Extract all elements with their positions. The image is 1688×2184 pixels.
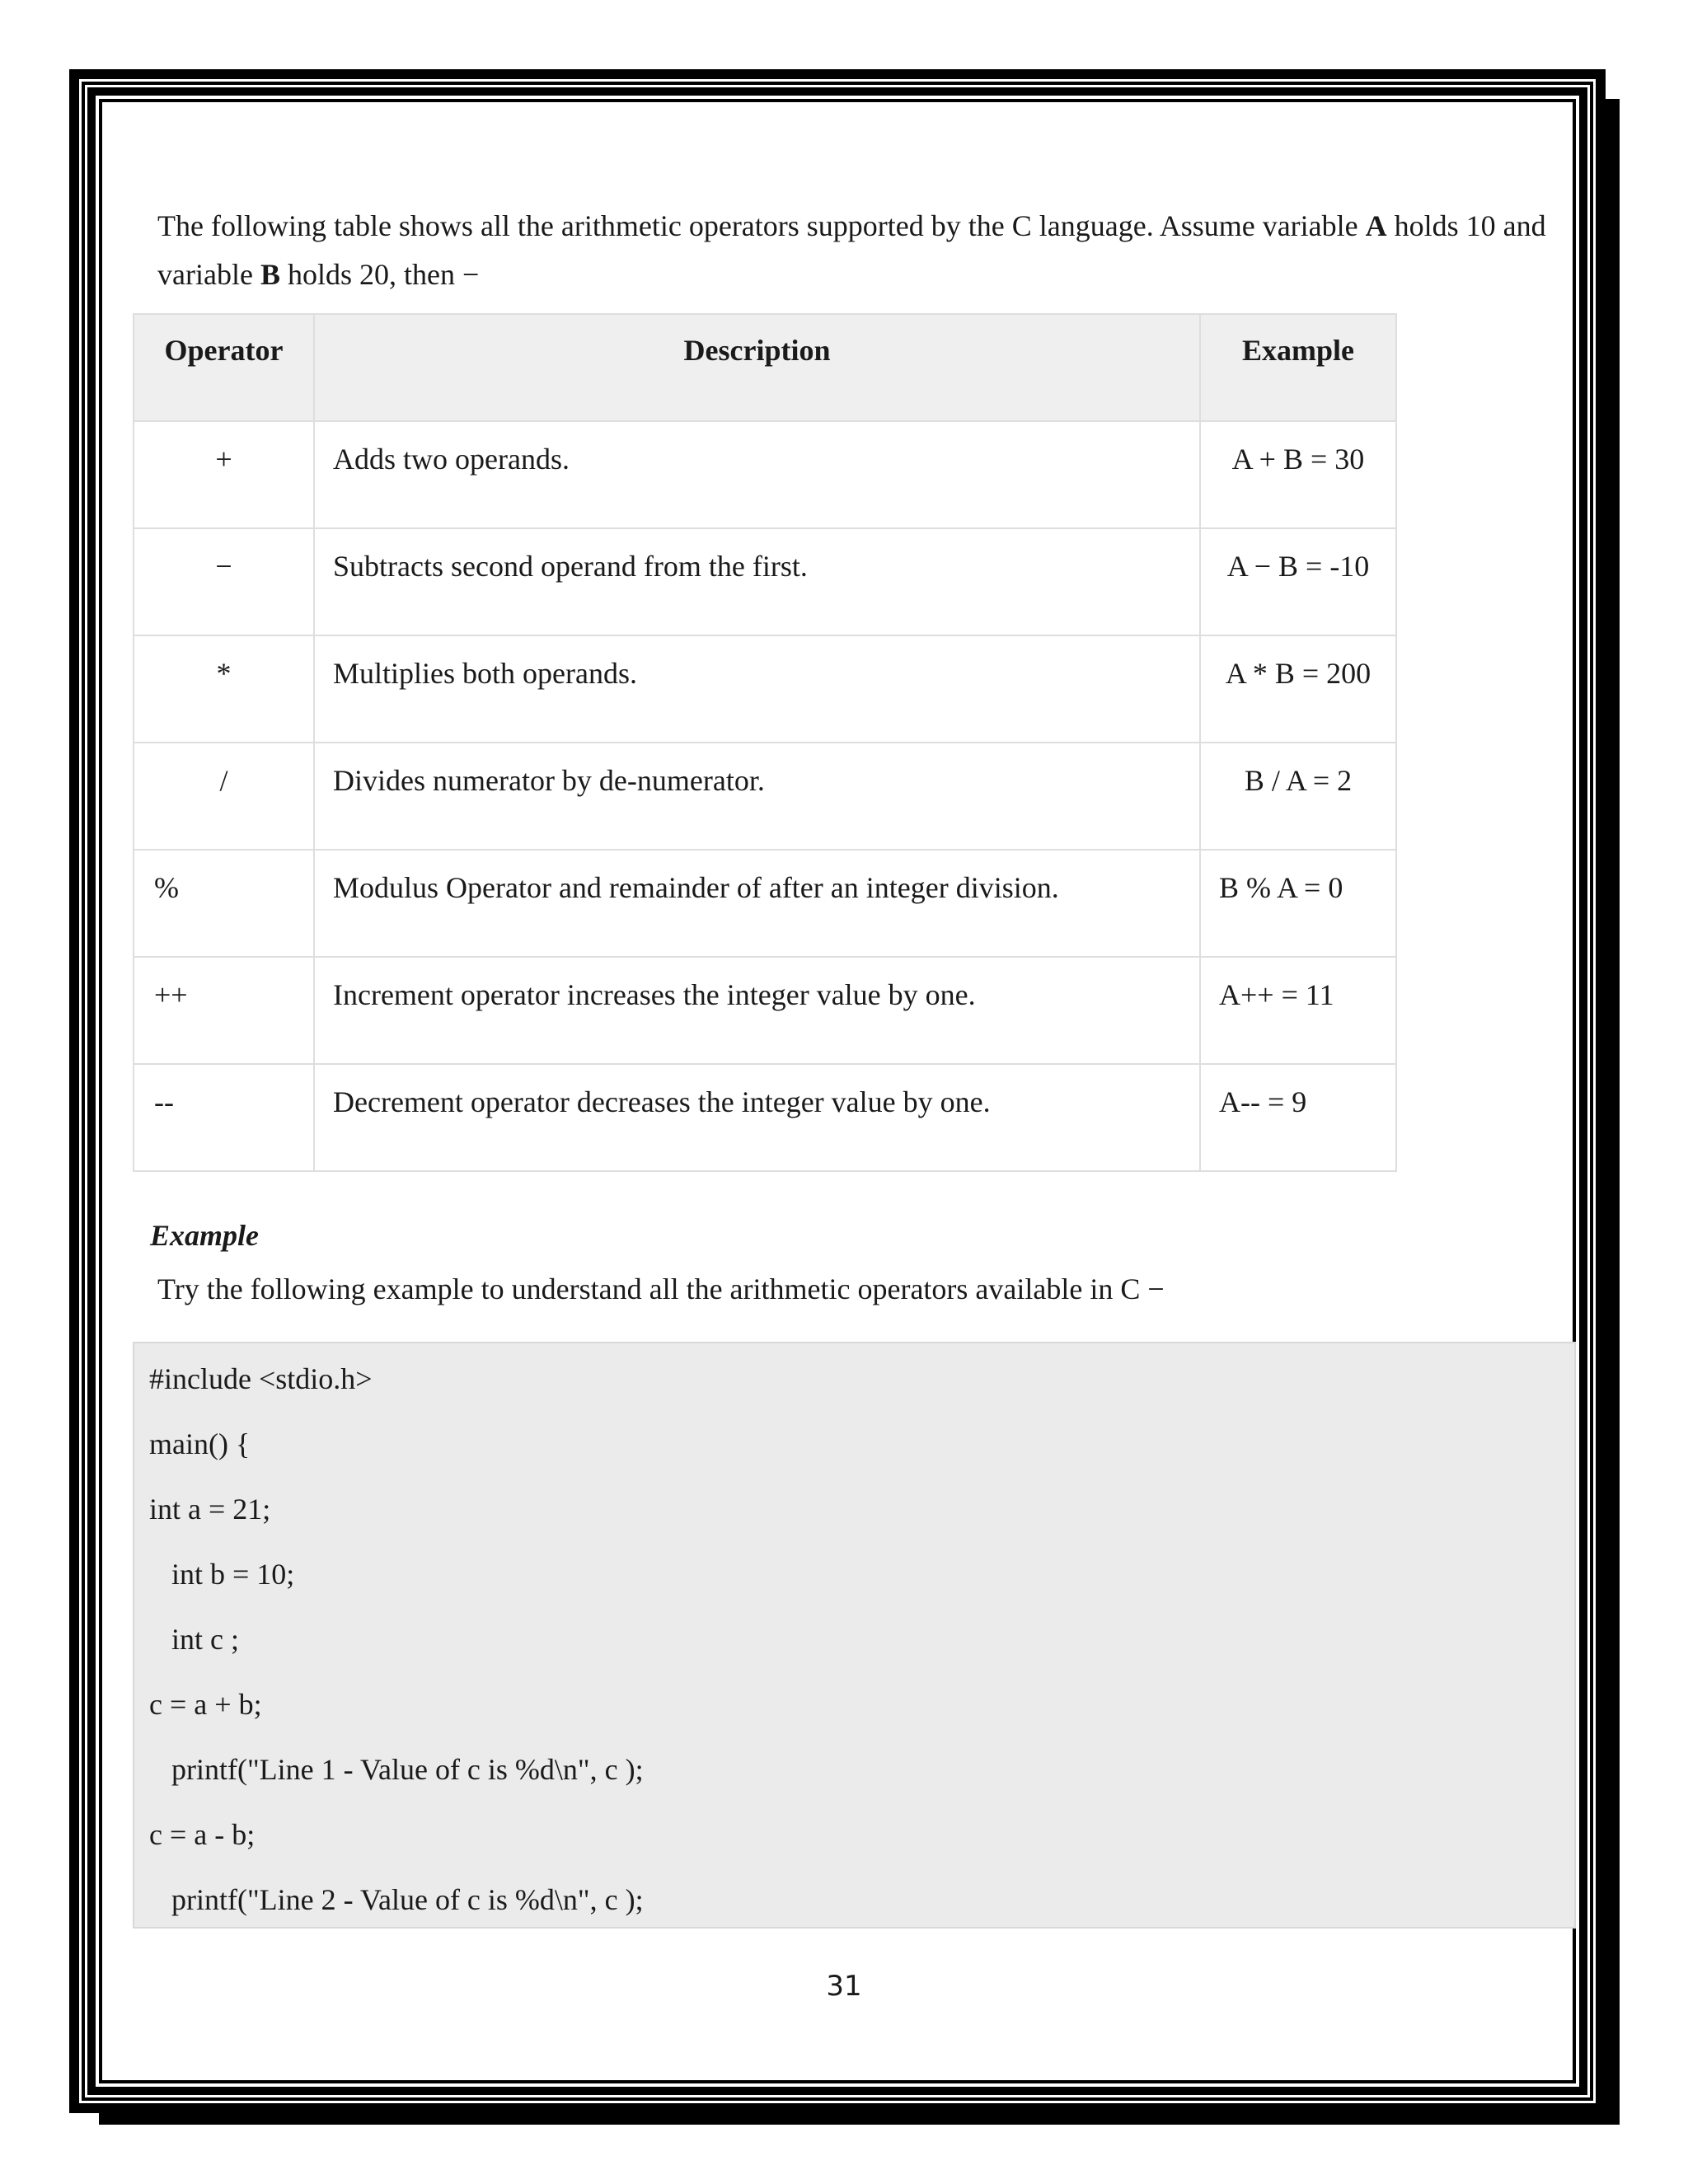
example-cell: A++ = 11	[1200, 957, 1396, 1064]
table-row	[134, 421, 1396, 528]
intro-paragraph	[157, 202, 1559, 299]
operator-cell: ++	[134, 957, 314, 1064]
example-cell: A − B = -10	[1200, 528, 1396, 635]
description-cell: Modulus Operator and remainder of after an integer division.	[314, 850, 1200, 957]
operator-cell: %	[134, 850, 314, 957]
header-operator: Operator	[134, 314, 314, 421]
code-line: c = a - b;	[149, 1818, 256, 1851]
operator-cell: *	[134, 635, 314, 743]
example-description: Try the following example to understand all the arithmetic operators available in C −	[157, 1272, 1165, 1305]
description-cell: Multiplies both operands.	[314, 635, 1200, 743]
intro-text: holds 10 and variable	[157, 209, 1546, 291]
code-block	[133, 1342, 1576, 1929]
description-cell: Divides numerator by de-numerator.	[314, 743, 1200, 850]
header-description: Description	[314, 314, 1200, 421]
example-cell: B / A = 2	[1200, 743, 1396, 850]
code-line: #include <stdio.h>	[149, 1362, 373, 1395]
code-line: int c ;	[149, 1623, 239, 1656]
description-cell: Decrement operator decreases the integer value by one.	[314, 1064, 1200, 1171]
table-row	[134, 528, 1396, 635]
operator-cell: /	[134, 743, 314, 850]
code-line: int a = 21;	[149, 1493, 271, 1526]
example-cell: A-- = 9	[1200, 1064, 1396, 1171]
variable-a: A	[1365, 209, 1387, 242]
intro-text: holds 20, then −	[279, 258, 480, 291]
code-line: printf("Line 2 - Value of c is %d\n", c );	[149, 1883, 644, 1916]
intro-text: The following table shows all the arithmetic operators supported by the C language. Assume variable	[157, 209, 1366, 242]
operator-cell: +	[134, 421, 314, 528]
description-cell: Increment operator increases the integer value by one.	[314, 957, 1200, 1064]
table-row	[134, 850, 1396, 957]
description-cell: Subtracts second operand from the first.	[314, 528, 1200, 635]
description-cell: Adds two operands.	[314, 421, 1200, 528]
example-cell: A * B = 200	[1200, 635, 1396, 743]
operator-cell: −	[134, 528, 314, 635]
page-number: 31	[826, 1970, 862, 2003]
header-example: Example	[1200, 314, 1396, 421]
code-line: printf("Line 1 - Value of c is %d\n", c );	[149, 1753, 644, 1786]
code-line: c = a + b;	[149, 1688, 262, 1721]
example-cell: A + B = 30	[1200, 421, 1396, 528]
code-line: main() {	[149, 1427, 251, 1460]
example-cell: B % A = 0	[1200, 850, 1396, 957]
table-row	[134, 743, 1396, 850]
example-heading: Example	[150, 1219, 259, 1252]
variable-b: B	[260, 258, 280, 291]
code-line: int b = 10;	[149, 1558, 295, 1591]
table-row	[134, 957, 1396, 1064]
table-row	[134, 635, 1396, 743]
table-header-row	[134, 314, 1396, 421]
operators-table	[133, 313, 1397, 1172]
table-row	[134, 1064, 1396, 1171]
operator-cell: --	[134, 1064, 314, 1171]
